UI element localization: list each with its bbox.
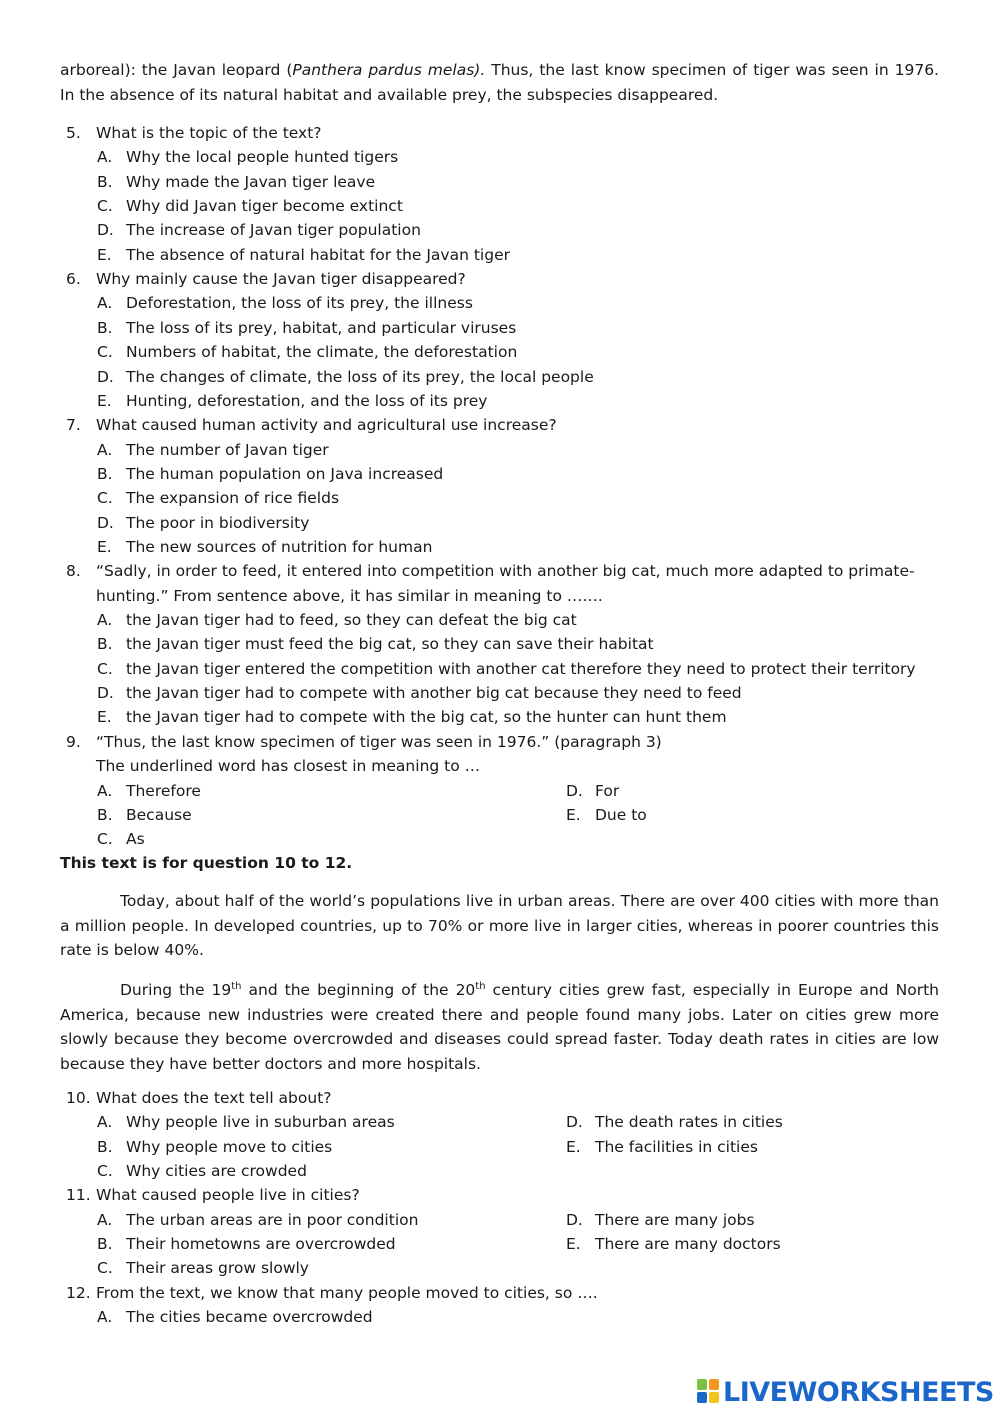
option-text: Therefore	[126, 781, 201, 800]
option-letter: E.	[97, 708, 112, 727]
option-letter: C.	[97, 1259, 113, 1278]
liveworksheets-logo	[697, 1377, 994, 1407]
option-letter: E.	[566, 1137, 581, 1156]
option-letter: A.	[97, 1308, 113, 1327]
option-letter: A.	[97, 294, 113, 313]
option-text: There are many doctors	[595, 1235, 781, 1254]
option-text: the Javan tiger had to compete with another big cat because they need to feed	[126, 684, 742, 703]
option-text: the Javan tiger must feed the big cat, so they can save their habitat	[126, 635, 654, 654]
option-text: The human population on Java increased	[126, 464, 444, 483]
option-letter: D.	[97, 221, 114, 240]
option-letter: D.	[566, 1113, 583, 1132]
option-text: The death rates in cities	[595, 1113, 783, 1132]
option-text: Their hometowns are overcrowded	[126, 1235, 396, 1254]
option-letter: C.	[97, 489, 113, 508]
question-text: From the text, we know that many people moved to cities, so ….	[96, 1283, 598, 1302]
question-number: 6.	[66, 270, 81, 289]
option-letter: E.	[97, 391, 112, 410]
option-text: Numbers of habitat, the climate, the deforestation	[126, 343, 518, 362]
option-text: The cities became overcrowded	[126, 1308, 373, 1327]
option-text: Why made the Javan tiger leave	[126, 172, 376, 191]
option-text: Their areas grow slowly	[126, 1259, 309, 1278]
option-text: the Javan tiger entered the competition with another cat therefore they need to protect their territory	[126, 659, 916, 678]
option-text: As	[126, 830, 145, 849]
option-text: The number of Javan tiger	[126, 440, 329, 459]
option-text: The urban areas are in poor condition	[126, 1210, 419, 1229]
question-number: 8.	[66, 562, 81, 581]
option-text: Deforestation, the loss of its prey, the illness	[126, 294, 473, 313]
option-text: There are many jobs	[595, 1210, 755, 1229]
question-text: Why mainly cause the Javan tiger disappeared?	[96, 270, 466, 289]
option-text: The absence of natural habitat for the Javan tiger	[126, 245, 510, 264]
option-letter: B.	[97, 464, 113, 483]
option-text: the Javan tiger had to feed, so they can defeat the big cat	[126, 611, 577, 629]
question-text: What does the text tell about?	[96, 1089, 332, 1107]
question-number: 11.	[66, 1186, 91, 1205]
option-letter: C.	[97, 197, 113, 216]
question-text: What is the topic of the text?	[96, 124, 322, 142]
section-heading: This text is for question 10 to 12.	[60, 854, 353, 872]
option-text: Hunting, deforestation, and the loss of its prey	[126, 391, 488, 410]
option-letter: C.	[97, 343, 113, 362]
option-letter: E.	[97, 245, 112, 264]
option-letter: A.	[97, 440, 113, 459]
option-text: Due to	[595, 806, 647, 825]
option-letter: B.	[97, 1137, 113, 1156]
option-letter: D.	[97, 513, 114, 532]
option-letter: C.	[97, 659, 113, 678]
option-text: Why did Javan tiger become extinct	[126, 197, 403, 216]
option-text: Why cities are crowded	[126, 1162, 307, 1181]
option-letter: C.	[97, 1162, 113, 1181]
option-text: The new sources of nutrition for human	[126, 537, 433, 556]
question-text-continued: The underlined word has closest in meaning to …	[96, 757, 481, 776]
option-text: Why people live in suburban areas	[126, 1113, 395, 1132]
option-letter: D.	[566, 1210, 583, 1229]
logo-text: LIVEWORKSHEETS	[723, 1376, 994, 1408]
question-text: “Thus, the last know specimen of tiger was seen in 1976.” (paragraph 3)	[96, 733, 662, 751]
species-name: Panthera pardus melas).	[292, 61, 486, 79]
option-letter: E.	[566, 806, 581, 825]
option-text: For	[595, 781, 620, 800]
option-letter: E.	[566, 1235, 581, 1254]
question-text-continued: hunting.” From sentence above, it has similar in meaning to …….	[96, 586, 603, 605]
option-letter: A.	[97, 1210, 113, 1229]
question-number: 9.	[66, 733, 81, 751]
option-letter: B.	[97, 172, 113, 191]
option-letter: A.	[97, 611, 113, 629]
question-number: 5.	[66, 124, 81, 142]
option-letter: D.	[97, 684, 114, 703]
question-number: 7.	[66, 416, 81, 435]
option-letter: B.	[97, 1235, 113, 1254]
question-text: What caused people live in cities?	[96, 1186, 360, 1205]
option-letter: E.	[97, 537, 112, 556]
option-text: The poor in biodiversity	[126, 513, 310, 532]
option-text: The increase of Javan tiger population	[126, 221, 421, 240]
option-letter: C.	[97, 830, 113, 849]
option-letter: B.	[97, 318, 113, 337]
option-letter: B.	[97, 806, 113, 825]
question-text: What caused human activity and agricultural use increase?	[96, 416, 557, 435]
option-text: The loss of its prey, habitat, and particular viruses	[126, 318, 517, 337]
option-letter: D.	[566, 781, 583, 800]
intro-paragraph: arboreal): the Javan leopard (Panthera pardus melas). Thus, the last know specimen of tiger was seen in 1976. In the absence of its natural habitat and available prey, the subspecies disappeared.	[60, 61, 939, 104]
option-letter: A.	[97, 1113, 113, 1132]
option-letter: A.	[97, 781, 113, 800]
liveworksheets-mark-icon	[697, 1379, 721, 1405]
option-text: The facilities in cities	[595, 1137, 758, 1156]
question-text: “Sadly, in order to feed, it entered into competition with another big cat, much more adapted to primate-	[96, 562, 915, 581]
option-letter: B.	[97, 635, 113, 654]
option-text: Because	[126, 806, 192, 825]
option-letter: D.	[97, 367, 114, 386]
option-text: Why people move to cities	[126, 1137, 333, 1156]
option-letter: A.	[97, 148, 113, 167]
option-text: The expansion of rice fields	[126, 489, 340, 508]
question-number: 10.	[66, 1089, 91, 1107]
passage-paragraph-2: During the 19th and the beginning of the 20th century cities grew fast, especially in Europe and North America, because new industries were created there and people found many jobs. Later on cities grew more slowly because they become overcrowded and diseases could spread faster. Today death rates in cities are low because they have better doctors and more hospitals.	[60, 981, 939, 1073]
question-number: 12.	[66, 1283, 91, 1302]
option-text: The changes of climate, the loss of its prey, the local people	[126, 367, 594, 386]
option-text: the Javan tiger had to compete with the big cat, so the hunter can hunt them	[126, 708, 727, 727]
option-text: Why the local people hunted tigers	[126, 148, 399, 167]
passage-paragraph-1: Today, about half of the world’s populations live in urban areas. There are over 400 cities with more than a million people. In developed countries, up to 70% or more live in larger cities, whereas in poorer countries this rate is below 40%.	[60, 892, 939, 959]
